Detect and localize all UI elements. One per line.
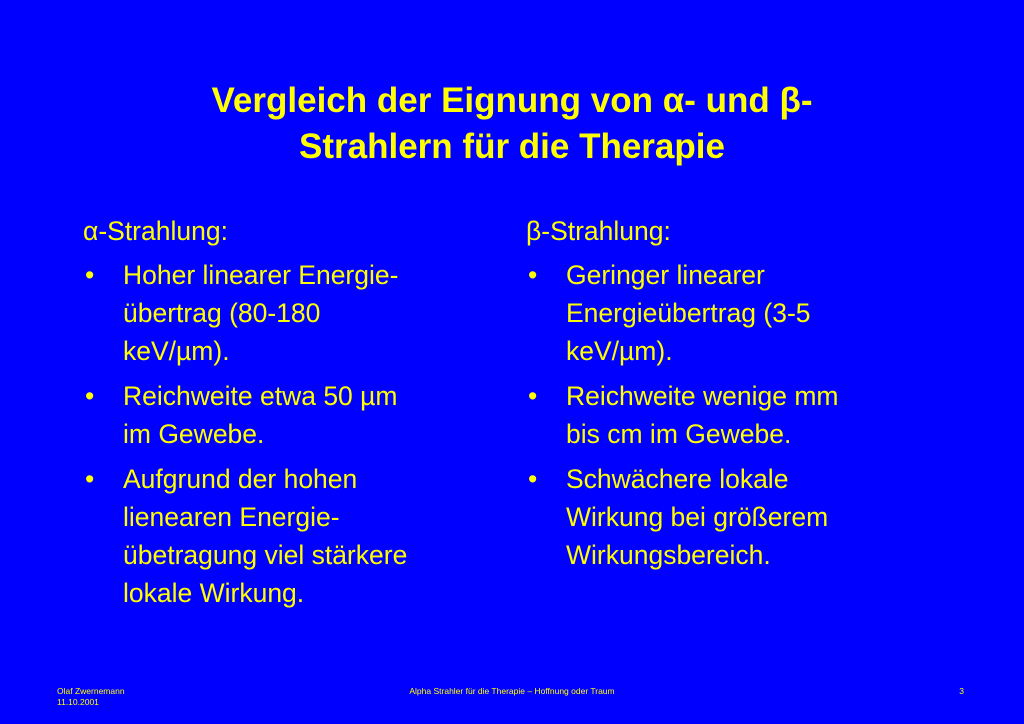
bullet-line: übetragung viel stärkere [123,540,408,570]
list-item [83,256,483,370]
list-item [83,460,483,612]
beta-column [526,212,926,581]
bullet-line: Reichweite wenige mm [566,381,839,411]
list-item [83,377,483,453]
bullet-marker: • [85,464,95,494]
bullet-line: Geringer linearer [566,260,765,290]
bullet-marker: • [528,464,538,494]
title-line-1: Vergleich der Eignung von α- und β- [211,81,813,120]
bullet-line: Aufgrund der hohen [123,464,358,494]
bullet-marker: • [85,260,95,290]
alpha-heading: α-Strahlung: [83,216,228,246]
bullet-line: lokale Wirkung. [123,578,305,608]
list-item [526,256,926,370]
bullet-marker: • [85,381,95,411]
bullet-line: Schwächere lokale [566,464,789,494]
beta-bullet-list [526,256,926,574]
bullet-line: Reichweite etwa 50 µm [123,381,398,411]
alpha-column [83,212,483,619]
beta-heading: β-Strahlung: [526,216,671,246]
bullet-line: übertrag (80-180 [123,298,321,328]
title-line-2: Strahlern für die Therapie [299,127,725,166]
bullet-line: im Gewebe. [123,419,265,449]
footer-page-number: 3 [959,686,964,696]
slide-title [110,78,914,170]
bullet-line: Wirkungsbereich. [566,540,771,570]
list-item [526,377,926,453]
footer-date: 11.10.2001 [57,697,99,707]
list-item [526,460,926,574]
bullet-marker: • [528,260,538,290]
bullet-line: Energieübertrag (3-5 [566,298,811,328]
alpha-bullet-list [83,256,483,612]
bullet-line: lienearen Energie- [123,502,340,532]
bullet-line: Hoher linearer Energie- [123,260,399,290]
bullet-line: Wirkung bei größerem [566,502,829,532]
bullet-line: keV/µm). [566,336,673,366]
bullet-line: bis cm im Gewebe. [566,419,792,449]
footer-author: Olaf Zwernemann [57,686,125,696]
footer-presentation-title: Alpha Strahler für die Therapie – Hoffnung oder Traum [409,686,615,696]
bullet-line: keV/µm). [123,336,230,366]
bullet-marker: • [528,381,538,411]
